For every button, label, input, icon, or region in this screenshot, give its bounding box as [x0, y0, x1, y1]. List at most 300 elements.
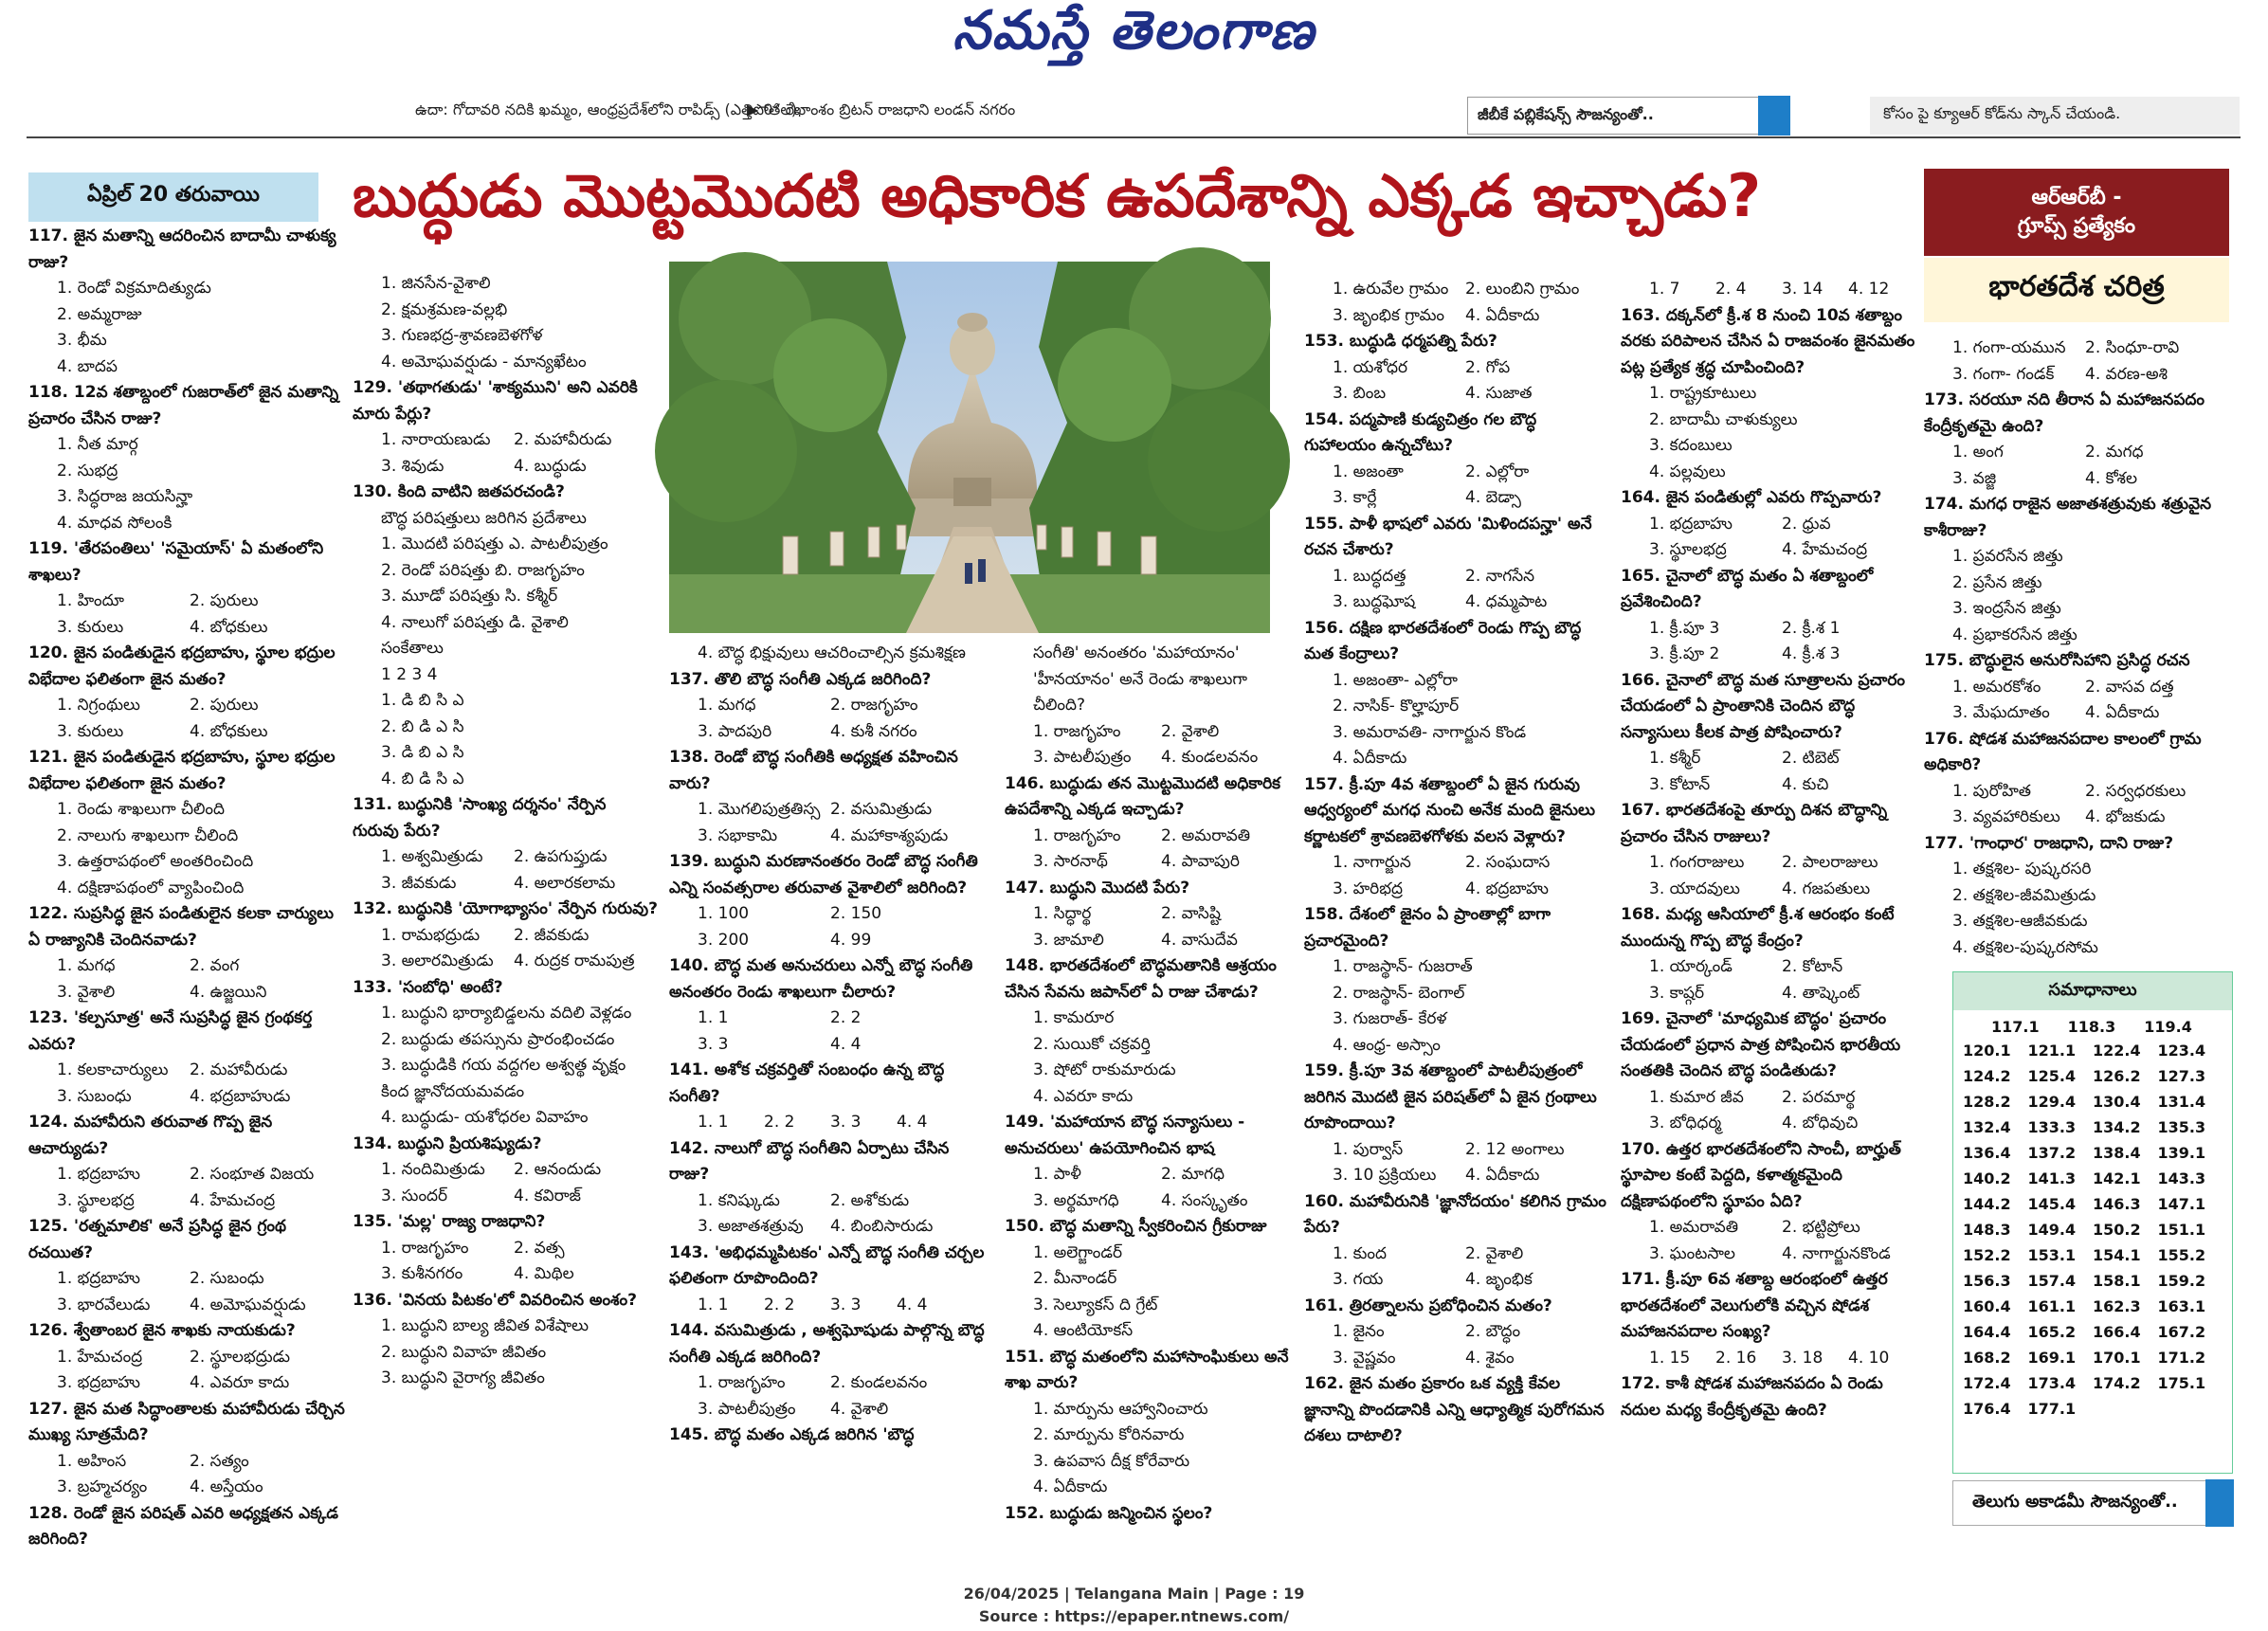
question-text: 177. 'గాంధార' రాజధాని, దాని రాజు? — [1924, 833, 2174, 853]
option-text: 3. వైష్ణవం — [1333, 1348, 1396, 1368]
question-text: 139. బుద్ధుని మరణానంతరం రెండో బౌద్ధ సంగీతి ఎన్ని సంవత్సరాల తరువాత వైశాలిలో జరిగింది? — [669, 852, 978, 897]
option-text: 3. స్థూలభద్ర — [1649, 540, 1727, 559]
option-text: 2. బౌద్ధం — [1465, 1322, 1521, 1341]
option-text: 2. సంభూత విజయ — [190, 1165, 315, 1184]
option-text: 2. గోప — [1465, 357, 1511, 377]
option-text: 4. తాష్కెంట్ — [1782, 983, 1860, 1003]
option-row — [669, 1214, 991, 1241]
answer-item: 172.4 — [1963, 1374, 2011, 1392]
option-text: 4. 12 — [1848, 280, 1890, 299]
answer-item: 146.3 — [2093, 1195, 2141, 1213]
option-text: 4. 4 — [897, 1295, 928, 1314]
option-text: 4. ఆంటియోకస్ — [1033, 1321, 1134, 1340]
option-row — [1924, 362, 2237, 389]
option-text: 1. హిందూ — [57, 591, 124, 610]
question-text: 160. మహావీరునికి 'జ్ఞానోదయం' కలిగిన గ్రామం పేరు? — [1304, 1191, 1606, 1237]
option-text: 3. బుద్ధఘోష — [1333, 592, 1416, 611]
option-text: 2. క్రీ.శ 1 — [1782, 618, 1841, 638]
option-text: 2. నాలుగు శాఖలుగా చీలింది — [57, 825, 239, 845]
option-row — [1621, 1111, 1924, 1137]
option-text: 1. రాజగృహం — [381, 1238, 469, 1258]
option-text: 2. లుంబిని గ్రామం — [1465, 280, 1580, 299]
option-text: 4. ఎవరూ కాదు — [190, 1373, 290, 1392]
option-row — [669, 797, 991, 824]
answer-item: 171.2 — [2157, 1349, 2206, 1367]
question-text: 125. 'రత్నమాలిక' అనే ప్రసిద్ధ జైన గ్రంథ రచయిత? — [28, 1217, 287, 1262]
answer-item: 137.2 — [2027, 1144, 2077, 1162]
question-text: 136. 'వినయ పిటకం'లో వివరించిన అంశం? — [353, 1290, 637, 1310]
question-text: 170. ఉత్తర భారతదేశంలోని సాంచీ, బార్హుత్ స్థూపాల కంటే పెద్దది, కళాత్మకమైంది దక్షిణాపథంలోని స్థూపం ఏది? — [1621, 1139, 1901, 1211]
option-text: 1. మగధ — [698, 696, 756, 715]
option-text: 2. మహావీరుడు — [514, 430, 612, 449]
option-text: 3. పాటలీపుత్రం — [698, 1399, 796, 1419]
option-text: 4. కుండలవనం — [1161, 748, 1259, 767]
question-text: 156. దక్షిణ భారతదేశంలో రెండు గొప్ప బౌద్ధ మత కేంద్రాలు? — [1304, 618, 1582, 663]
option-text: 1. యశోధర — [1333, 357, 1408, 377]
question-text: 131. బుద్ధునికి 'సాంఖ్య దర్శనం' నేర్పిన గురువు పేరు? — [353, 795, 607, 841]
option-text: 4. సుజాత — [1465, 384, 1533, 403]
option-text: 4. హేమచంద్ర — [190, 1190, 276, 1210]
option-text: 2. జీవకుడు — [514, 925, 590, 945]
option-text: 1. నీత మార్గ — [57, 435, 138, 454]
answer-item: 176.4 — [1963, 1400, 2011, 1418]
option-text: 3. యాదవులు — [1649, 879, 1740, 898]
option-text: 3. కాష్గర్ — [1649, 983, 1705, 1003]
blue-square-icon — [2205, 1479, 2234, 1527]
answer-item: 164.4 — [1963, 1323, 2011, 1341]
option-row — [1621, 1085, 1924, 1112]
option-text: 3. ఇంద్రసేన జిత్తు — [1952, 599, 2061, 618]
question-text: 130. కింది వాటిని జతపరచండి? — [353, 482, 565, 501]
option-text: 1. నిగ్రంథులు — [57, 696, 140, 715]
option-text: 4. భోజకుడు — [2085, 807, 2166, 826]
option-text: 3. బుద్ధుని వైరాగ్య జీవితం — [381, 1368, 545, 1387]
question-text: 168. మధ్య ఆసియాలో క్రీ.శ ఆరంభం కంటే ముందున్న గొప్ప బౌద్ధ కేంద్రం? — [1621, 905, 1895, 951]
answer-item: 174.2 — [2093, 1374, 2141, 1392]
option-text: 1. రాజస్థాన్- గుజరాత్ — [1333, 957, 1473, 976]
option-text: 1. హేమచంద్ర — [57, 1347, 143, 1367]
answer-item: 165.2 — [2027, 1323, 2077, 1341]
answer-item: 155.2 — [2157, 1246, 2206, 1264]
option-text: 1. గంగరాజులు — [1649, 853, 1745, 872]
question-text: 155. పాళీ భాషలో ఎవరు 'మిళిందపన్హా' అనే రచన చేశారు? — [1304, 514, 1592, 559]
option-text: 3. ఉత్తరాపథంలో అంతరించింది — [57, 852, 254, 871]
option-row — [1005, 824, 1289, 850]
academy-credit-text: తెలుగు అకాడమీ సౌజన్యంతో.. — [1972, 1491, 2178, 1512]
option-row — [1304, 877, 1607, 903]
option-text: 2. అమరావతి — [1161, 825, 1250, 845]
option-text: 3. సెల్యూకస్ ది గ్రేట్ — [1033, 1295, 1158, 1314]
option-text: 4. బి డి సి ఎ — [381, 769, 464, 788]
option-text: 3. 3 — [830, 1295, 862, 1314]
publisher-credit-text: జీబీకే పబ్లికేషన్స్ సౌజన్యంతో.. — [1478, 105, 1654, 123]
option-text: 4. నాగార్జునకొండ — [1782, 1243, 1891, 1263]
option-row — [1304, 589, 1607, 616]
option-text: 4. ఏదీకాదు — [2085, 703, 2160, 722]
question-text: 166. చైనాలో బౌద్ధ మత సూత్రాలను ప్రచారం చేయడంలో ఏ ప్రాంతానికి చెందిన బౌద్ధ సన్యాసులు కీలక పాత్ర పోషించారు? — [1621, 670, 1906, 742]
option-text: 1. బుద్ధుని బాల్య జీవిత విశేషాలు — [381, 1316, 589, 1335]
question-text: 124. మహావీరుని తరువాత గొప్ప జైన ఆచార్యుడు? — [28, 1113, 273, 1158]
option-row — [1304, 1267, 1607, 1294]
topic-label: భారతదేశ చరిత్ర — [1924, 258, 2229, 322]
option-text: 3. పాదపురి — [698, 721, 772, 741]
option-text: 4. బాదప — [57, 356, 118, 376]
option-text: 2. స్థూలభద్రుడు — [190, 1347, 291, 1367]
answer-item: 130.4 — [2093, 1093, 2141, 1111]
question-text: 134. బుద్ధుని ప్రియశిష్యుడు? — [353, 1133, 542, 1153]
option-text: 3. గుజరాత్- కేరళ — [1333, 1009, 1447, 1028]
answer-item: 133.3 — [2027, 1118, 2077, 1136]
option-text: 3. భారవేలుడు — [57, 1295, 151, 1314]
option-text: 1. పుర్వాస్ — [1333, 1139, 1404, 1159]
option-text: 4. కుచి — [1782, 774, 1829, 794]
option-text: 3. జీవకుడు — [381, 873, 457, 893]
option-text: 3. బోధిధర్మ — [1649, 1114, 1722, 1133]
option-text: 3. శివుడు — [381, 456, 445, 476]
question-text: 159. క్రీ.పూ 3వ శతాబ్దంలో పాటలీపుత్రంలో జరిగిన మొదటి జైన పరిషత్‌లో ఏ జైన గ్రంథాలు రూపొందాయి? — [1304, 1061, 1597, 1133]
option-text: 1. రాజగృహం — [1033, 721, 1121, 741]
option-text: 2. సుబంధు — [190, 1269, 264, 1288]
question-text: 175. బౌద్ధులైన అనురోసిహాని ప్రసిద్ధ రచన — [1924, 651, 2190, 670]
option-text: 4. దక్షిణాపథంలో వ్యాపించింది — [57, 878, 245, 897]
question-text: 150. బౌద్ధ మతాన్ని స్వీకరించిన గ్రీకురాజు — [1005, 1217, 1267, 1236]
option-row — [353, 871, 658, 897]
answer-item: 138.4 — [2093, 1144, 2141, 1162]
option-row — [1304, 1163, 1607, 1189]
option-text: 2. అమ్మరాజు — [57, 304, 142, 324]
option-row — [669, 901, 991, 928]
option-text: 3. క్రీ.పూ 2 — [1649, 644, 1720, 663]
option-text: 4. బుద్ధుడు- యశోధరల వివాహం — [381, 1108, 589, 1127]
option-row — [1924, 779, 2237, 806]
option-text: 4. ఏదీకాదు — [1465, 305, 1540, 325]
option-text: 2. సంఘదాస — [1465, 853, 1551, 872]
question-text: 118. 12వ శతాబ్దంలో గుజరాత్‌లో జైన మతాన్ని ప్రచారం చేసిన రాజు? — [28, 383, 339, 428]
answer-item: 124.2 — [1963, 1067, 2011, 1085]
option-row — [353, 844, 658, 871]
option-row — [1924, 700, 2237, 727]
option-text: 4. ఎవరూ కాదు — [1033, 1086, 1134, 1106]
option-text: 1. అలెగ్జాండర్ — [1033, 1242, 1123, 1262]
option-text: సంగీతి' అనంతరం 'మహాయానం' 'హీనయానం' అనే రెండు శాఖలుగా చీలింది? — [1033, 643, 1247, 715]
option-text: 4. కవిరాజ్ — [514, 1186, 581, 1205]
option-text: 3. గయ — [1333, 1270, 1384, 1289]
answer-item: 166.4 — [2093, 1323, 2141, 1341]
option-row — [28, 1266, 351, 1293]
question-text: 142. నాలుగో బౌద్ధ సంగీతిని ఏర్పాటు చేసిన రాజు? — [669, 1138, 950, 1184]
option-text: 1. అజంతా — [1333, 462, 1404, 481]
option-row — [669, 928, 991, 954]
option-text: 1. కామరూర — [1033, 1008, 1115, 1027]
option-row — [28, 1449, 351, 1476]
option-text: 1. మగధ — [57, 956, 116, 975]
answer-item: 145.4 — [2027, 1195, 2077, 1213]
option-text: 4. ఏదీకాదు — [1465, 1166, 1540, 1185]
answer-item: 120.1 — [1963, 1042, 2011, 1060]
option-text: 1. కనిష్కుడు — [698, 1190, 780, 1210]
qr-note: కోసం పై క్యూఆర్ కోడ్‌ను స్కాన్ చేయండి. — [1870, 97, 2240, 135]
option-row — [353, 1261, 658, 1288]
option-text: 4. 4 — [897, 1113, 928, 1132]
option-text: 4. ప్రభాకరసేన జిత్తు — [1952, 625, 2077, 644]
question-text: 173. సరయూ నది తీరాన ఏ మహాజనపదం కేంద్రీకృతమై ఉంది? — [1924, 390, 2205, 436]
option-row — [669, 1293, 991, 1319]
answer-item: 128.2 — [1963, 1093, 2011, 1111]
option-text: 4. ఆంధ్ర- అస్సాం — [1333, 1035, 1441, 1055]
option-text: 2. 4 — [1715, 280, 1747, 299]
answers-first-row — [1953, 1010, 2232, 1036]
option-text: 4. అమోఘవర్షుడు — [190, 1295, 306, 1314]
question-text: 171. క్రీ.పూ 6వ శతాబ్ద ఆరంభంలో ఉత్తర భారతదేశంలో వెలుగులోకి వచ్చిన షోడశ మహాజనపదాల సంఖ్య? — [1621, 1270, 1888, 1341]
answer-item: 125.4 — [2027, 1067, 2077, 1085]
question-text: 145. బౌద్ధ మతం ఎక్కడ జరిగిన 'బౌద్ధ — [669, 1425, 915, 1444]
option-text: 2. పురులు — [190, 696, 259, 715]
question-text: 161. త్రిరత్నాలను ప్రబోధించిన మతం? — [1304, 1296, 1552, 1315]
option-text: 2. 2 — [830, 1008, 862, 1027]
option-text: 1. రాష్ట్రకూటులు — [1649, 384, 1757, 403]
option-text: 2. బుద్ధుడు తపస్సును ప్రారంభించడం — [381, 1029, 615, 1049]
masthead — [0, 0, 2268, 74]
answers-title: సమాధానాలు — [1953, 972, 2232, 1010]
option-row — [1924, 335, 2237, 362]
option-text: సంకేతాలు — [381, 639, 444, 658]
option-text: 2. టిబెట్ — [1782, 749, 1840, 768]
question-text: 140. బౌద్ధ మత అనుచరులు ఎన్నో బౌద్ధ సంగీతి అనంతరం రెండు శాఖలుగా చీలారు? — [669, 956, 973, 1002]
buddha-statue-photo — [669, 262, 1270, 633]
option-row — [28, 1188, 351, 1215]
option-row — [1621, 850, 1924, 877]
question-text: 122. సుప్రసిద్ధ జైన పండితులైన కలకా చార్యులు ఏ రాజ్యానికి చెందినవాడు? — [28, 904, 335, 950]
option-text: 1. ఉరువేల గ్రామం — [1333, 280, 1449, 299]
answer-item: 131.4 — [2157, 1093, 2206, 1111]
option-text: 1. బుద్ధదత్త — [1333, 566, 1406, 586]
option-text: 1. కుంద — [1333, 1243, 1388, 1263]
option-text: 1. బుద్ధుని భార్యాబిడ్డలను వదిలి వెళ్లడం — [381, 1004, 632, 1023]
footer-source-line: Source : https://epaper.ntnews.com/ — [978, 1607, 1290, 1625]
option-text: 3. 18 — [1782, 1348, 1823, 1368]
option-text: 1. భద్రబాహు — [57, 1269, 140, 1288]
option-text: 1. పాళీ — [1033, 1165, 1081, 1184]
option-text: 1. అంగ — [1952, 443, 2004, 462]
option-text: 1. డి బి సి ఎ — [381, 691, 464, 710]
option-text: 4. కోశల — [2085, 468, 2138, 488]
option-text: 2. అశోకుడు — [830, 1190, 910, 1210]
option-text: 4. 10 — [1848, 1348, 1890, 1368]
answer-item: 150.2 — [2093, 1221, 2141, 1239]
option-text: 3. గుణభద్ర-శ్రావణబెళగోళ — [381, 326, 543, 345]
option-row — [28, 1475, 351, 1501]
answer-item: 121.1 — [2027, 1042, 2077, 1060]
option-text: 4. హేమచంద్ర — [1782, 540, 1868, 559]
option-text: 2. సుయికో చక్రవర్తి — [1033, 1034, 1151, 1054]
option-row — [1304, 1319, 1607, 1346]
option-text: 1. రెండో విక్రమాదిత్యుడు — [57, 279, 211, 298]
answer-item: 152.2 — [1963, 1246, 2011, 1264]
option-text: 4. తక్షశిల-పుష్కరసోమ — [1952, 937, 2098, 957]
option-text: 3. బుద్ధుడికి గయ వద్దగల అశ్వత్థ వృక్షం కింద జ్ఞానోదయమవడం — [381, 1056, 626, 1101]
question-text: 149. 'మహాయాన బౌద్ధ సన్యాసులు - అనుచరులు' ఉపయోగించిన భాష — [1005, 1113, 1245, 1158]
option-row — [28, 1293, 351, 1319]
question-text: 132. బుద్ధునికి 'యోగాభ్యాసం' నేర్పిన గురువు? — [353, 899, 658, 918]
option-text: 1. 7 — [1649, 280, 1680, 299]
option-text: 3. కురులు — [57, 721, 124, 741]
answer-item: 127.3 — [2157, 1067, 2206, 1085]
option-text: 1. తక్షశిల- పుష్కరసరి — [1952, 860, 2092, 879]
question-text: 154. పద్మపాణి కుడ్యచిత్రం గల బౌద్ధ గుహాలయం ఉన్నచోటు? — [1304, 409, 1537, 455]
option-text: 3. అజాతశత్రువు — [698, 1217, 804, 1236]
option-text: 2. వత్స — [514, 1238, 565, 1258]
option-text: 1. పురోహిత — [1952, 781, 2032, 801]
option-text: 2. 150 — [830, 904, 882, 923]
answer-item: 167.2 — [2157, 1323, 2206, 1341]
question-text: 151. బౌద్ధ మతంలోని మహాసాంఘికులు అనే శాఖ వారు? — [1005, 1347, 1289, 1392]
option-row — [1304, 850, 1607, 877]
option-text: 2. మాగధి — [1161, 1165, 1225, 1184]
option-row — [1924, 440, 2237, 466]
option-text: 3. బ్రహ్మచర్యం — [57, 1477, 148, 1496]
publisher-credit-box — [1467, 97, 1789, 135]
answer-item: 117.1 — [1991, 1018, 2040, 1036]
top-strip — [27, 93, 2241, 138]
question-text: 138. రెండో బౌద్ధ సంగీతికి అధ్యక్షత వహించిన వారు? — [669, 748, 958, 793]
question-text: 148. భారతదేశంలో బౌద్ధమతానికి ఆశ్రయం చేసిన సేవను జపాన్‌లో ఏ రాజు చేశాడు? — [1005, 956, 1277, 1002]
answer-item: 139.1 — [2157, 1144, 2206, 1162]
option-text: 2. రాజస్థాన్- బెంగాల్ — [1333, 983, 1465, 1003]
answer-item: 142.1 — [2093, 1169, 2141, 1187]
option-row — [1621, 877, 1924, 903]
option-row — [1005, 1162, 1289, 1188]
option-text: 1. ప్రవరసేన జిత్తు — [1952, 547, 2063, 566]
question-column-4 — [1005, 641, 1289, 1522]
option-row — [1005, 1188, 1289, 1215]
option-text: 2. వాసవ దత్త — [2085, 677, 2174, 697]
answer-item: 144.2 — [1963, 1195, 2011, 1213]
option-text: 1. 15 — [1649, 1348, 1691, 1368]
question-text: 146. బుద్ధుడు తన మొట్టమొదటి అధికారిక ఉపదేశాన్ని ఎక్కడ ఇచ్చాడు? — [1005, 773, 1281, 819]
question-text: 165. చైనాలో బౌద్ధ మతం ఏ శతాబ్దంలో ప్రవేశించింది? — [1621, 566, 1874, 611]
option-text: 4. అస్తేయం — [190, 1477, 263, 1496]
option-text: 4. కుశీ నగరం — [830, 721, 917, 741]
option-text: 3. కోటాన్ — [1649, 774, 1711, 794]
question-column-1 — [28, 224, 351, 1549]
option-text: 4. క్రీ.శ 3 — [1782, 644, 1841, 663]
question-text: 172. కాశీ షోడశ మహాజనపదం ఏ రెండు నదుల మధ్య కేంద్రీకృతమై ఉంది? — [1621, 1374, 1883, 1420]
option-text: 3. డి బి ఎ సి — [381, 743, 464, 762]
option-row — [1304, 303, 1607, 330]
option-row — [353, 454, 658, 480]
option-text: 1. అమరావతి — [1649, 1218, 1738, 1237]
option-text: 4. పల్లవులు — [1649, 462, 1726, 481]
option-text: 1. కుమార జీవ — [1649, 1087, 1744, 1107]
option-text: 1. మార్పును ఆహ్వానించారు — [1033, 1399, 1208, 1419]
option-text: 3. భద్రబాహు — [57, 1373, 140, 1392]
question-text: 147. బుద్ధుని మొదటి పేరు? — [1005, 878, 1190, 897]
strip-text-b: ▶ 0° రేఖాంశం బ్రిటన్ రాజధాని లండన్ నగరం — [747, 100, 1016, 118]
option-text: 1. క్రీ.పూ 3 — [1649, 618, 1720, 638]
answer-item: 169.1 — [2027, 1349, 2077, 1367]
option-row — [28, 953, 351, 980]
option-text: 1. మొదటి పరిషత్తు ఎ. పాటలీపుత్రం — [381, 535, 608, 553]
answer-item: 135.3 — [2157, 1118, 2206, 1136]
question-text: 117. జైన మతాన్ని ఆదరించిన బాదామీ చాళుక్య రాజు? — [28, 227, 336, 272]
answer-item: 177.1 — [2027, 1400, 2077, 1418]
option-row — [1621, 616, 1924, 643]
academy-credit-box — [1952, 1480, 2233, 1526]
answer-item: 170.1 — [2093, 1349, 2141, 1367]
answer-item: 168.2 — [1963, 1349, 2011, 1367]
option-text: 3. జామాలి — [1033, 930, 1104, 950]
option-row — [1621, 537, 1924, 564]
question-text: 157. క్రీ.పూ 4వ శతాబ్దంలో ఏ జైన గురువు ఆధ్వర్యంలో మగధ నుంచి అనేక మంది జైనులు కర్ణాటకలో శ్రావణబెళగోళకు వలస వెళ్లారు? — [1304, 774, 1595, 846]
option-text: 3. 3 — [830, 1113, 862, 1132]
option-text: 2. మీనాండర్ — [1033, 1269, 1117, 1288]
question-text: 158. దేశంలో జైనం ఏ ప్రాంతాల్లో బాగా ప్రచారమైంది? — [1304, 905, 1551, 951]
question-column-5 — [1304, 277, 1607, 1522]
option-row — [28, 980, 351, 1006]
option-text: 2. పరమార్థ — [1782, 1087, 1856, 1107]
question-text: 119. 'తేరపంతిలు' 'సమైయాస్' ఏ మతంలోని శాఖలు? — [28, 539, 324, 585]
option-text: 4. వైశాలి — [830, 1399, 889, 1419]
answer-item: 126.2 — [2093, 1067, 2141, 1085]
option-text: 2. 12 అంగాలు — [1465, 1139, 1565, 1159]
option-text: 2. వైశాలి — [1161, 721, 1220, 741]
option-text: 1. నారాయణుడు — [381, 430, 491, 449]
option-text: 3. పాటలీపుత్రం — [1033, 748, 1132, 767]
option-text: 2. మార్పును కోరినవారు — [1033, 1425, 1185, 1444]
answer-item: 118.3 — [2067, 1018, 2116, 1036]
option-text: 3. 200 — [698, 930, 750, 950]
option-row — [353, 427, 658, 454]
question-text: 121. జైన పండితుడైన భద్రబాహు, స్థూల భద్రుల విభేదాల ఫలితంగా జైన మతం? — [28, 748, 336, 793]
option-text: 3. స్థూలభద్ర — [57, 1190, 135, 1210]
option-text: 3. 10 ప్రక్రియలు — [1333, 1166, 1437, 1185]
option-text: 2. ఉపగుప్తుడు — [514, 847, 608, 866]
footer-edition-line: 26/04/2025 | Telangana Main | Page : 19 — [963, 1585, 1305, 1603]
option-text: బౌద్ధ పరిషత్తులు జరిగిన ప్రదేశాలు — [381, 508, 587, 528]
option-text: 3. వ్యవహారికులు — [1952, 807, 2060, 826]
option-text: 4. ఏదీకాదు — [1333, 749, 1407, 768]
option-text: 4. బెడ్సా — [1465, 488, 1521, 507]
option-text: 1. 1 — [698, 1295, 729, 1314]
answer-item: 159.2 — [2157, 1272, 2206, 1290]
option-text: 2. వాసిష్టి — [1161, 904, 1221, 923]
option-row — [1304, 1241, 1607, 1268]
option-text: 2. రెండో పరిషత్తు బి. రాజగృహం — [381, 560, 585, 580]
option-text: 3. సుబంధు — [57, 1086, 132, 1106]
option-row — [28, 1370, 351, 1397]
option-text: 3. హరిభద్ర — [1333, 879, 1404, 898]
answer-item: 163.1 — [2157, 1297, 2206, 1315]
option-row — [669, 719, 991, 746]
option-row — [1621, 746, 1924, 772]
question-text: 152. బుద్ధుడు జన్మించిన స్థలం? — [1005, 1503, 1213, 1523]
option-row — [353, 1184, 658, 1210]
answers-grid — [1953, 1036, 2232, 1423]
option-text: 4. బౌద్ధ భిక్షువులు ఆచరించాల్సిన క్రమశిక్షణ — [698, 643, 966, 662]
option-text: 4. 4 — [830, 1034, 862, 1054]
answer-item: 148.3 — [1963, 1221, 2011, 1239]
option-text: 1. రాజగృహం — [698, 1373, 786, 1392]
question-text: 163. దక్కన్‌లో క్రీ.శ 8 నుంచి 10వ శతాబ్దం వరకు పరిపాలన చేసిన ఏ రాజవంశం జైనమతం పట్ల ప్రత్యేక శ్రద్ధ చూపించింది? — [1621, 305, 1915, 377]
option-text: 3. గంగా- గండక్ — [1952, 364, 2055, 384]
option-text: 4. ఏదీకాదు — [1033, 1477, 1108, 1496]
option-text: 2. బుద్ధుని వివాహ జీవితం — [381, 1342, 547, 1362]
option-text: 3. సుందర్ — [381, 1186, 448, 1205]
option-text: 4. బోధకులు — [190, 617, 268, 637]
option-text: 2. నాగసేన — [1465, 566, 1535, 586]
option-text: 1. భద్రబాహు — [57, 1165, 140, 1184]
option-row — [1304, 381, 1607, 408]
